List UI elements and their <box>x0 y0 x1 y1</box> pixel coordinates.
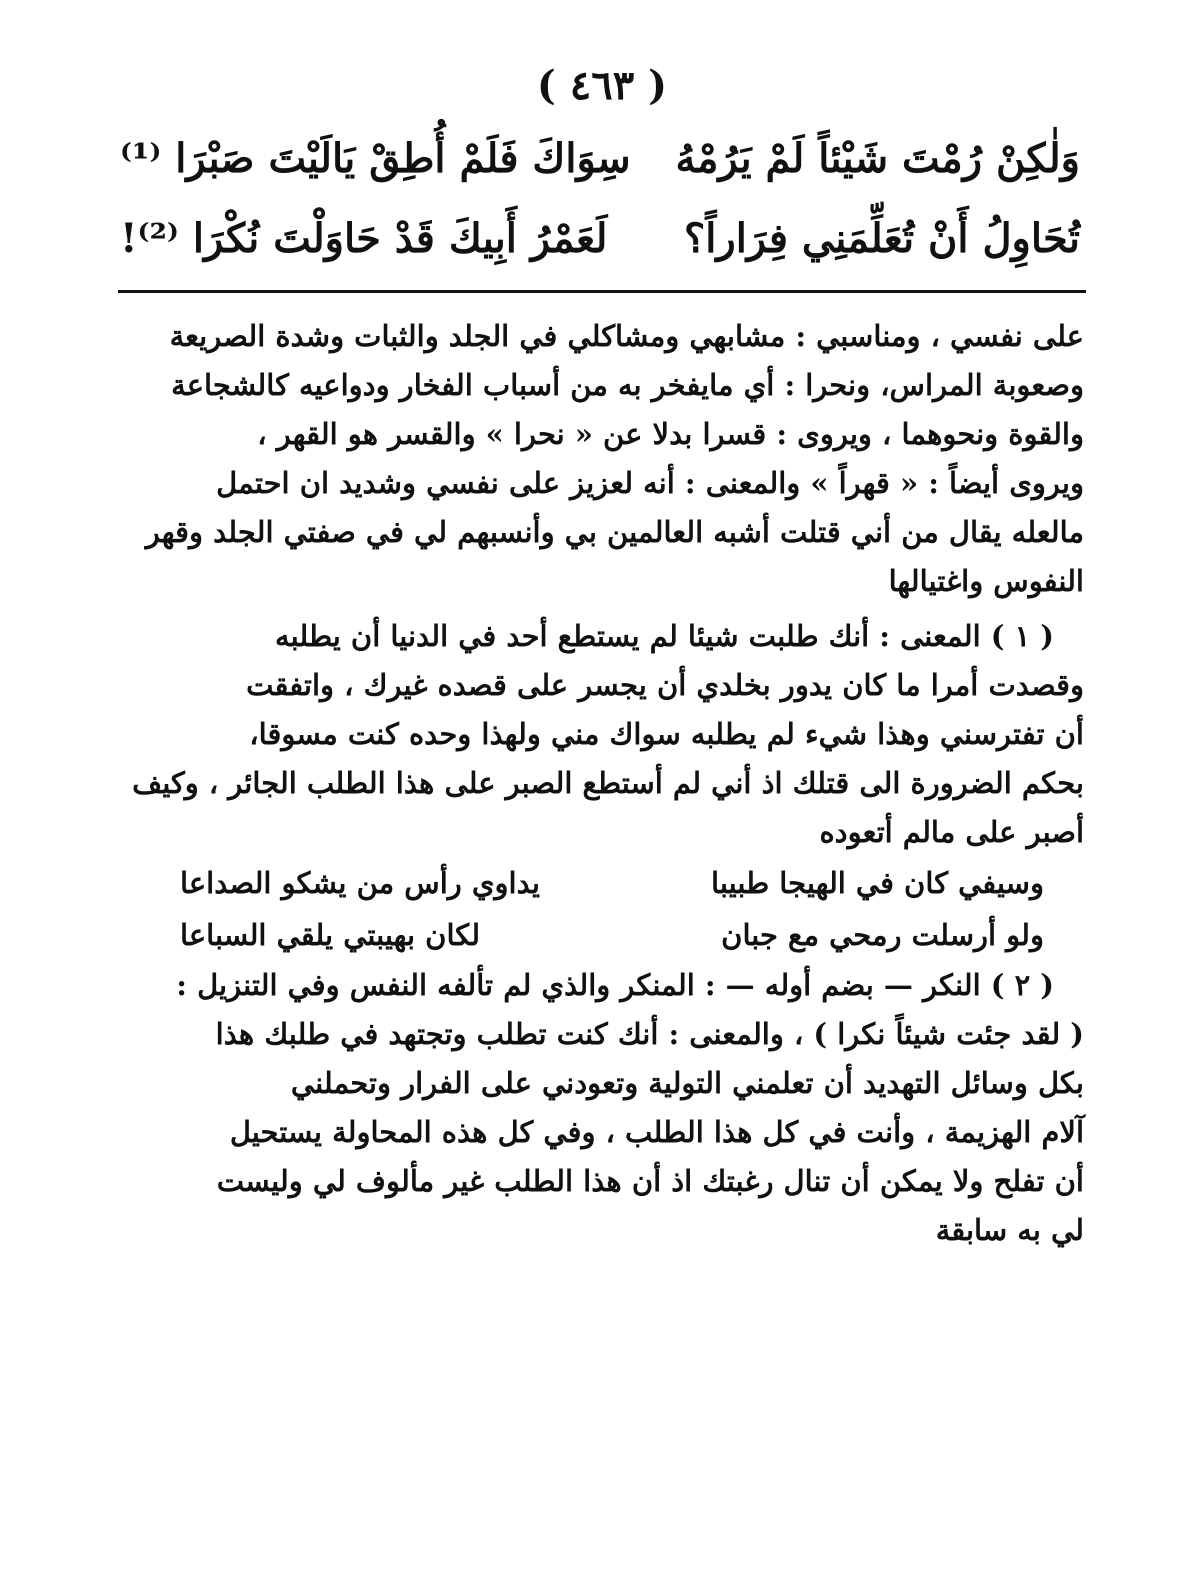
poem-verses <box>120 118 1080 278</box>
verse-second-hemistich: سِوَاكَ فَلَمْ أُطِقْ يَالَيْتَ صَبْرَا ⁽¹⁾ <box>120 134 631 182</box>
text-line: على نفسي ، ومناسبي : مشابهي ومشاكلي في الجلد والثبات وشدة الصريعة <box>169 319 1084 353</box>
quoted-verse-line <box>180 857 1044 909</box>
text-line: والقوة ونحوهما ، ويروى : قسرا بدلا عن « نحرا » والقسر هو القهر ، <box>257 417 1084 451</box>
text-line: آلام الهزيمة ، وأنت في كل هذا الطلب ، وفي كل هذه المحاولة يستحيل <box>229 1115 1084 1149</box>
verse-first-hemistich: ولو أرسلت رمحي مع جبان <box>721 918 1044 952</box>
page-number: ( ٤٦٣ ) <box>536 62 668 109</box>
text-line: أن تفلح ولا يمكن أن تنال رغبتك اذ أن هذا الطلب غير مألوف لي وليست <box>216 1164 1084 1198</box>
separator-rule <box>118 290 1086 293</box>
verse-first-hemistich: وَلٰكِنْ رُمْتَ شَيْئاً لَمْ يَرُمْهُ <box>675 134 1080 182</box>
verse-first-hemistich: تُحَاوِلُ أَنْ تُعَلِّمَنِي فِرَاراً؟ <box>684 214 1080 262</box>
verse-second-hemistich: يداوي رأس من يشكو الصداعا <box>180 866 540 900</box>
quoted-verse-line <box>180 909 1044 961</box>
footnote-1 <box>120 612 1084 857</box>
text-line: أصبر على مالم أتعوده <box>819 815 1084 849</box>
verse-second-hemistich: لكان بهيبتي يلقي السباعا <box>180 918 481 952</box>
verse-second-hemistich: لَعَمْرُ أَبِيكَ قَدْ حَاوَلْتَ نُكْرَا ⁽²⁾! <box>120 214 608 262</box>
footnote-2 <box>120 961 1084 1255</box>
text-line: لي به سابقة <box>935 1213 1084 1247</box>
commentary-footnotes <box>120 312 1084 1255</box>
text-line: ( ١ ) المعنى : أنك طلبت شيئا لم يستطع أحد في الدنيا أن يطلبه <box>275 619 1054 653</box>
commentary-intro <box>120 312 1084 606</box>
text-line: ويروى أيضاً : « قهراً » والمعنى : أنه لعزيز على نفسي وشديد ان احتمل <box>216 466 1084 500</box>
text-line: بحكم الضرورة الى قتلك اذ أني لم أستطع الصبر على هذا الطلب الجائر ، وكيف <box>132 766 1084 800</box>
text-line: بكل وسائل التهديد أن تعلمني التولية وتعودني على الفرار وتحملني <box>290 1066 1084 1100</box>
quoted-verses <box>120 857 1084 961</box>
verse-line <box>120 118 1080 198</box>
text-line: النفوس واغتيالها <box>888 564 1084 598</box>
text-line: ( لقد جئت شيئاً نكرا ) ، والمعنى : أنك كنت تطلب وتجتهد في طلبك هذا <box>215 1017 1084 1051</box>
verse-first-hemistich: وسيفي كان في الهيجا طبيبا <box>711 866 1044 900</box>
text-line: أن تفترسني وهذا شيء لم يطلبه سواك مني ولهذا وحده كنت مسوقا، <box>249 717 1084 751</box>
text-line: وقصدت أمرا ما كان يدور بخلدي أن يجسر على قصده غيرك ، واتفقت <box>246 668 1084 702</box>
text-line: مالعله يقال من أني قتلت أشبه العالمين بي وأنسبهم لي في صفتي الجلد وقهر <box>145 515 1084 549</box>
text-line: ( ٢ ) النكر — بضم أوله — : المنكر والذي لم تألفه النفس وفي التنزيل : <box>176 968 1054 1002</box>
verse-line <box>120 198 1080 278</box>
text-line: وصعوبة المراس، ونحرا : أي مايفخر به من أسباب الفخار ودواعيه كالشجاعة <box>171 368 1084 402</box>
